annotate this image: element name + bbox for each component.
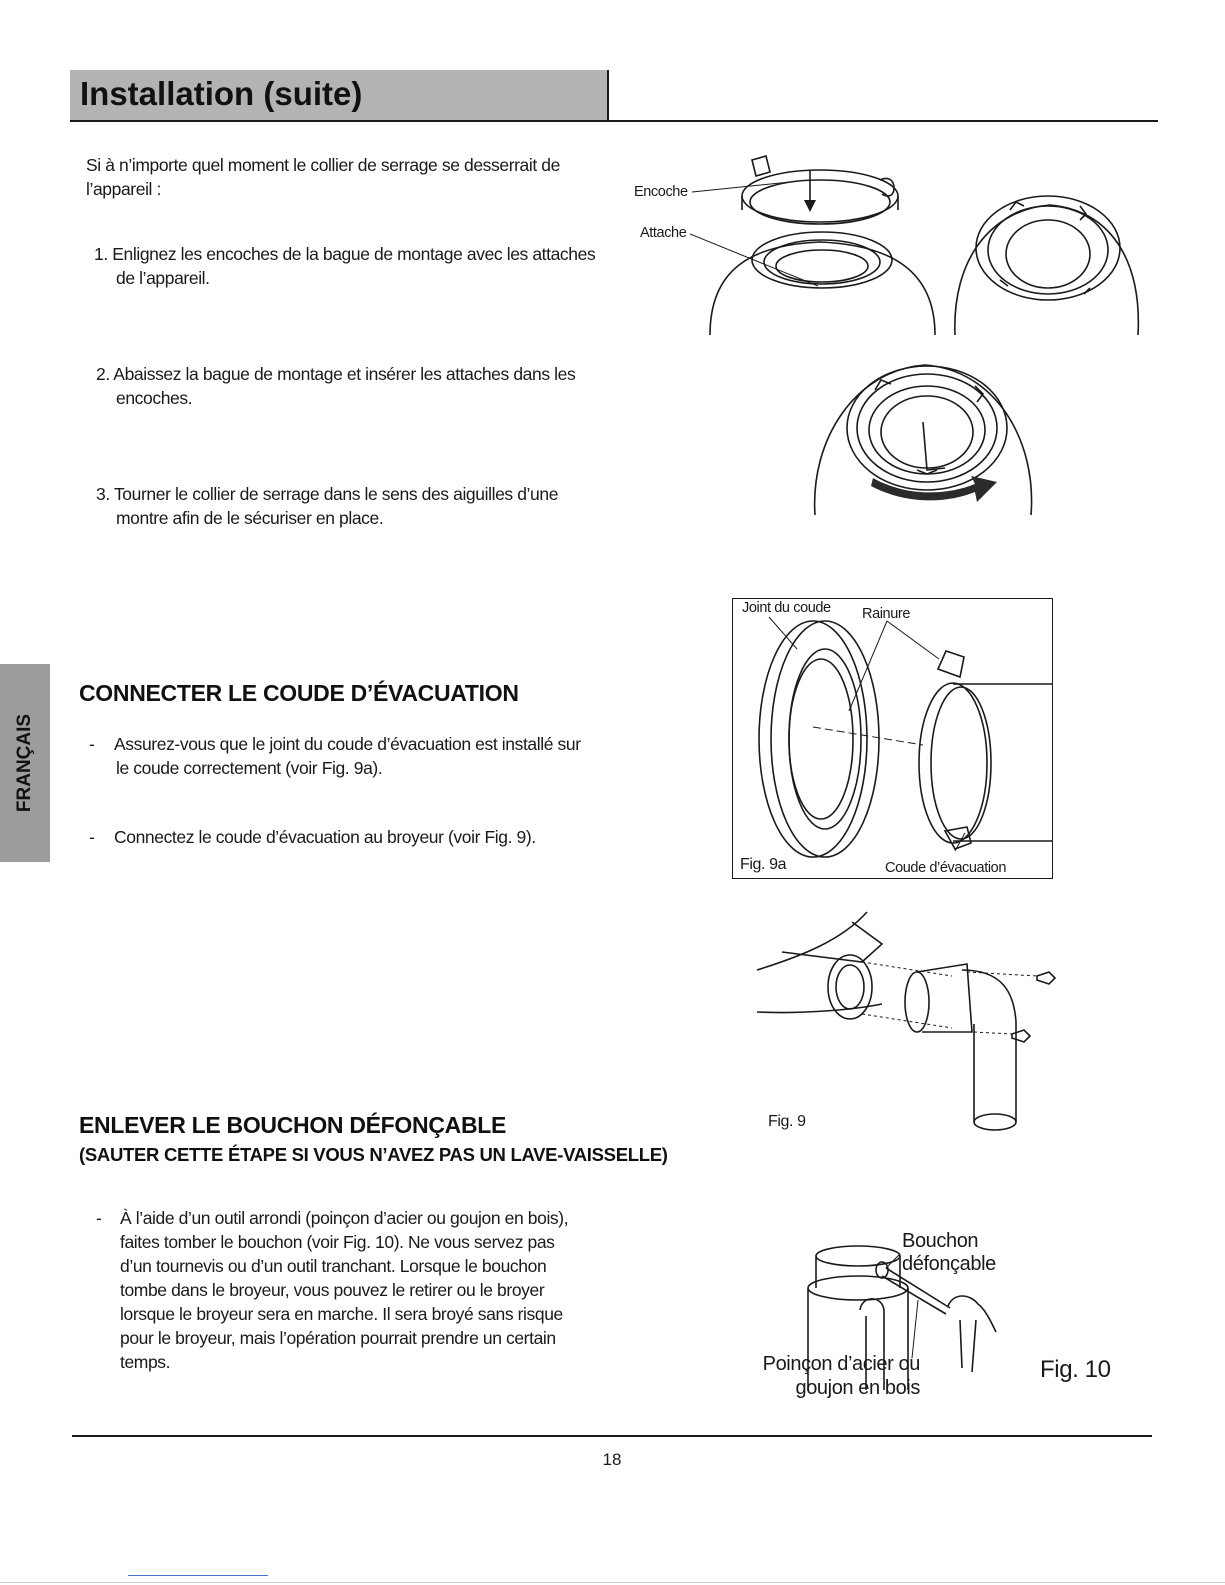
bullet-dash: - [96,1208,102,1228]
fig-9a-caption: Fig. 9a [740,856,787,873]
bullet-2-line-1: Connectez le coude d’évacuation au broyeur (voir Fig. 9). [114,827,536,847]
section-title-knockout-plug: ENLEVER LE BOUCHON DÉFONÇABLE [79,1112,507,1138]
fig-10-caption: Fig. 10 [1040,1356,1111,1383]
label-elbow-gasket: Joint du coude [742,600,831,616]
link-underline [128,1575,268,1576]
bullet-1-line-2: le coude correctement (voir Fig. 9a). [116,758,383,778]
label-knockout-plug-1: Bouchon [902,1230,979,1252]
fig-9a-illustration [733,599,1052,878]
label-tool-1: Poinçon d’acier ou [762,1353,920,1375]
intro-line-2: l’appareil : [86,179,161,199]
step-3-line-2: montre afin de le sécuriser en place. [116,508,384,528]
knockout-line-2: faites tomber le bouchon (voir Fig. 10). Ne vous servez pas [120,1232,555,1252]
knockout-line-7: temps. [120,1352,171,1372]
rotate-ring-illustration [805,350,1045,520]
knockout-line-1: À l’aide d’un outil arrondi (poinçon d’acier ou goujon en bois), [120,1208,569,1228]
step-1-line-2: de l’appareil. [116,268,210,288]
intro-line-1: Si à n’importe quel moment le collier de serrage se desserrait de [86,155,560,175]
language-tab-label: FRANÇAIS [14,713,35,813]
step-1-line-1: 1. Enlignez les encoches de la bague de montage avec les attaches [94,244,596,264]
knockout-line-4: tombe dans le broyeur, vous pouvez le retirer ou le broyer [120,1280,545,1300]
step-3-line-1: 3. Tourner le collier de serrage dans le sens des aiguilles d’une [96,484,559,504]
step-2-line-2: encoches. [116,388,193,408]
bullet-1-line-1: Assurez-vous que le joint du coude d’évacuation est installé sur [114,734,581,754]
mount-ring-illustration [690,150,1160,340]
label-notch: Encoche [634,184,688,200]
label-groove: Rainure [862,606,910,622]
label-discharge-elbow: Coude d’évacuation [885,860,1006,876]
page-edge-rule [0,1582,1225,1583]
footer-rule [72,1435,1152,1437]
knockout-line-5: lorsque le broyeur sera en marche. Il sera broyé sans risque [120,1304,563,1324]
page-title: Installation (suite) [80,75,363,112]
page-number: 18 [602,1450,622,1469]
section-title-connect-elbow: CONNECTER LE COUDE D’ÉVACUATION [79,680,519,706]
step-2-line-1: 2. Abaissez la bague de montage et insérer les attaches dans les [96,364,576,384]
fig-9-caption: Fig. 9 [768,1113,806,1130]
header-divider [607,70,609,122]
fig-9-illustration [752,892,1062,1142]
bullet-dash: - [89,734,95,754]
label-knockout-plug-2: défonçable [902,1253,996,1275]
label-tool-2: goujon en bois [795,1377,920,1399]
label-tab: Attache [640,225,687,241]
knockout-line-6: pour le broyeur, mais l’opération pourrait prendre un certain [120,1328,556,1348]
knockout-line-3: d’un tournevis ou d’un outil tranchant. Lorsque le bouchon [120,1256,547,1276]
section-subtitle-knockout-plug: (SAUTER CETTE ÉTAPE SI VOUS N’AVEZ PAS UN LAVE-VAISSELLE) [79,1144,668,1165]
bullet-dash: - [89,827,95,847]
header-rule [70,120,1158,122]
